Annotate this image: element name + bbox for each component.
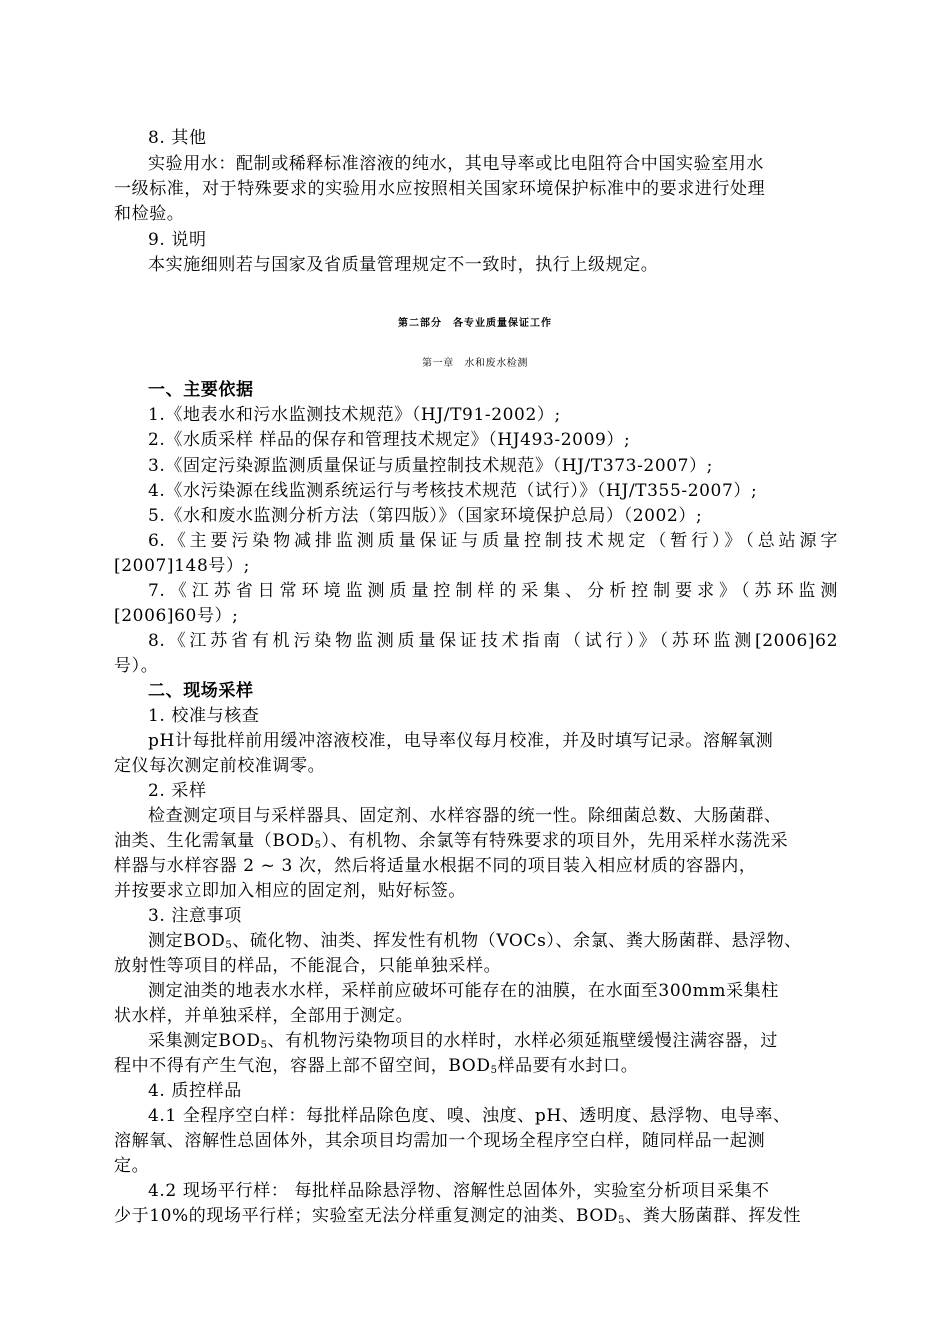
ref-item: 1.《地表水和污水监测技术规范》（HJ/T91-2002）; [148, 405, 561, 425]
sampling-line1: 检查测定项目与采样器具、固定剂、水样容器的统一性。除细菌总数、大肠菌群、 [148, 806, 782, 826]
notes-line3: 测定油类的地表水水样，采样前应破坏可能存在的油膜，在水面至300mm采集柱 [148, 981, 779, 1001]
ref-item: 4.《水污染源在线监测系统运行与考核技术规范（试行）》（HJ/T355-2007）; [148, 481, 758, 501]
ref6-line2: [2007]148号）; [114, 556, 250, 576]
item8-line1: 实验用水：配制或稀释标准溶液的纯水，其电导率或比电阻符合中国实验室用水 [148, 154, 764, 174]
item8-title: 8. 其他 [148, 128, 207, 148]
part-title: 第二部分 各专业质量保证工作 [398, 318, 552, 329]
section1-heading: 一、主要依据 [148, 380, 254, 400]
notes-line2: 放射性等项目的样品，不能混合，只能单独采样。 [114, 956, 502, 976]
subsection-calibration-title: 1. 校准与核查 [148, 706, 260, 726]
qc-blank-line3: 定。 [114, 1156, 150, 1176]
section2-heading: 二、现场采样 [148, 681, 254, 701]
subsection-notes-title: 3. 注意事项 [148, 906, 242, 926]
ref-item: 3.《固定污染源监测质量保证与质量控制技术规范》（HJ/T373-2007）; [148, 456, 714, 476]
qc-blank-line1: 4.1 全程序空白样：每批样品除色度、嗅、浊度、pH、透明度、悬浮物、电导率、 [148, 1106, 791, 1126]
item9-line1: 本实施细则若与国家及省质量管理规定不一致时，执行上级规定。 [148, 255, 659, 275]
notes-line4: 状水样，并单独采样，全部用于测定。 [114, 1006, 414, 1026]
item8-line2: 一级标准，对于特殊要求的实验用水应按照相关国家环境保护标准中的要求进行处理 [114, 179, 766, 199]
sampling-line3: 样器与水样容器 2 ~ 3 次，然后将适量水根据不同的项目装入相应材质的容器内， [114, 856, 757, 876]
ref7-line2: [2006]60号）; [114, 606, 239, 626]
ref-item: 5.《水和废水监测分析方法（第四版）》（国家环境保护总局）（2002）; [148, 506, 703, 526]
qc-parallel-line2: 少于10%的现场平行样；实验室无法分样重复测定的油类、$BOD_5$、粪大肠菌群、挥发性 [114, 1206, 802, 1226]
notes-line6: 程中不得有产生气泡，容器上部不留空间，$BOD_5$样品要有水封口。 [114, 1056, 639, 1076]
notes-line1: 测定$BOD_5$、硫化物、油类、挥发性有机物（VOCs）、余氯、粪大肠菌群、悬浮物、 [148, 931, 802, 951]
sampling-line2: 油类、生化需氧量$(BOD_5)$、有机物、余氯等有特殊要求的项目外，先用采样水荡洗采 [114, 831, 789, 851]
chapter-title: 第一章 水和废水检测 [422, 358, 528, 369]
qc-parallel-line1: 4.2 现场平行样： 每批样品除悬浮物、溶解性总固体外，实验室分析项目采集不 [148, 1181, 770, 1201]
qc-blank-line2: 溶解氧、溶解性总固体外，其余项目均需加一个现场全程序空白样，随同样品一起测 [114, 1131, 766, 1151]
ref8-line1: 8.《江苏省有机污染物监测质量保证技术指南（试行）》（苏环监测[2006]62 [148, 631, 838, 651]
item8-line3: 和检验。 [114, 204, 185, 224]
subsection-qc-title: 4. 质控样品 [148, 1081, 242, 1101]
calibration-line2: 定仪每次测定前校准调零。 [114, 756, 326, 776]
subsection-sampling-title: 2. 采样 [148, 781, 207, 801]
ref8-line2: 号）。 [114, 656, 159, 676]
ref-item: 2.《水质采样 样品的保存和管理技术规定》（HJ493-2009）; [148, 430, 631, 450]
notes-line5: 采集测定$BOD_5$、有机物污染物项目的水样时，水样必须延瓶壁缓慢注满容器，过 [148, 1031, 778, 1051]
item9-title: 9. 说明 [148, 230, 207, 250]
ref7-line1: 7.《江苏省日常环境监测质量控制样的采集、分析控制要求》（苏环监测 [148, 581, 838, 601]
calibration-line1: pH计每批样前用缓冲溶液校准，电导率仪每月校准，并及时填写记录。溶解氧测 [148, 731, 774, 751]
sampling-line4: 并按要求立即加入相应的固定剂，贴好标签。 [114, 881, 466, 901]
ref6-line1: 6.《主要污染物减排监测质量保证与质量控制技术规定（暂行）》（总站源字 [148, 531, 838, 551]
